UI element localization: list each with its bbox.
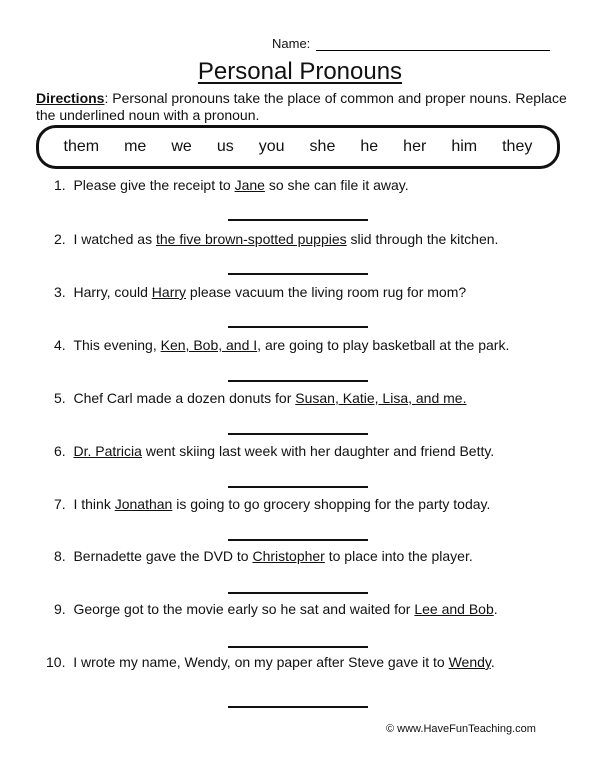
answer-line-5[interactable]: [228, 433, 368, 435]
page-title: Personal Pronouns: [197, 58, 403, 85]
question-text-after: please vacuum the living room rug for mom?: [186, 284, 467, 300]
underlined-noun: Wendy: [448, 654, 491, 670]
question-number: 9.: [54, 601, 66, 617]
name-row: [272, 36, 550, 51]
question-5: [54, 390, 466, 406]
underlined-noun: Harry: [151, 284, 187, 300]
question-text-after: , are going to play basketball at the park.: [257, 337, 510, 353]
question-number: 5.: [54, 390, 66, 406]
word-bank-item: her: [403, 138, 427, 155]
answer-line-4[interactable]: [228, 380, 368, 382]
question-text-after: to place into the player.: [324, 548, 473, 564]
underlined-noun: Ken, Bob, and I: [160, 337, 258, 353]
answer-line-8[interactable]: [228, 592, 368, 594]
question-text-after: is going to go grocery shopping for the party today.: [172, 496, 491, 512]
answer-line-3[interactable]: [228, 326, 368, 328]
question-1: [54, 177, 409, 193]
question-number: 2.: [54, 231, 66, 247]
underlined-noun: Dr. Patricia: [73, 443, 142, 459]
underlined-noun: Jane: [234, 177, 265, 193]
question-text-before: Harry, could: [73, 284, 152, 300]
question-number: 1.: [54, 177, 66, 193]
question-text-after: went skiing last week with her daughter and friend Betty.: [141, 443, 495, 459]
answer-line-2[interactable]: [228, 273, 368, 275]
word-bank-item: we: [171, 138, 192, 155]
underlined-noun: the five brown-spotted puppies: [155, 231, 347, 247]
answer-line-7[interactable]: [228, 539, 368, 541]
question-number: 8.: [54, 548, 66, 564]
footer-copyright: © www.HaveFunTeaching.com: [386, 723, 536, 735]
question-number: 10.: [46, 654, 66, 670]
word-bank-item: you: [258, 138, 285, 155]
question-3: [54, 284, 466, 300]
directions: [36, 90, 568, 124]
word-bank-item: she: [309, 138, 336, 155]
word-bank-item: me: [124, 138, 147, 155]
answer-line-1[interactable]: [228, 219, 368, 221]
question-text-before: Chef Carl made a dozen donuts for: [73, 390, 296, 406]
question-text-after: slid through the kitchen.: [346, 231, 499, 247]
question-4: [54, 337, 509, 353]
question-text-before: I think: [73, 496, 115, 512]
question-number: 6.: [54, 443, 66, 459]
answer-line-10[interactable]: [228, 706, 368, 708]
question-8: [54, 548, 473, 564]
directions-text: : Personal pronouns take the place of common and proper nouns. Replace the underlined noun with a pronoun.: [36, 90, 567, 123]
answer-line-9[interactable]: [228, 646, 368, 648]
underlined-noun: Jonathan: [114, 496, 173, 512]
name-label: Name:: [272, 36, 311, 51]
question-text-before: George got to the movie early so he sat and waited for: [73, 601, 415, 617]
question-text-before: I wrote my name, Wendy, on my paper after Steve gave it to: [73, 654, 449, 670]
question-6: [54, 443, 494, 459]
underlined-noun: Christopher: [252, 548, 325, 564]
name-field[interactable]: [316, 36, 550, 51]
question-text-before: Bernadette gave the DVD to: [73, 548, 253, 564]
answer-line-6[interactable]: [228, 486, 368, 488]
question-number: 3.: [54, 284, 66, 300]
question-number: 4.: [54, 337, 66, 353]
question-text-after: .: [493, 601, 498, 617]
word-bank-item: them: [63, 138, 100, 155]
word-bank-item: him: [451, 138, 478, 155]
question-7: [54, 496, 490, 512]
underlined-noun: Lee and Bob: [414, 601, 494, 617]
question-10: [46, 654, 495, 670]
word-bank-item: he: [360, 138, 379, 155]
word-bank-item: they: [502, 138, 533, 155]
question-text-before: This evening,: [73, 337, 161, 353]
word-bank: [36, 125, 560, 169]
question-number: 7.: [54, 496, 66, 512]
question-text-before: I watched as: [73, 231, 156, 247]
directions-label: Directions: [36, 90, 105, 106]
word-bank-item: us: [216, 138, 234, 155]
question-text-after: so she can file it away.: [264, 177, 409, 193]
question-9: [54, 601, 498, 617]
underlined-noun: Susan, Katie, Lisa, and me.: [295, 390, 467, 406]
question-text-after: .: [490, 654, 495, 670]
question-text-before: Please give the receipt to: [73, 177, 235, 193]
question-2: [54, 231, 498, 247]
